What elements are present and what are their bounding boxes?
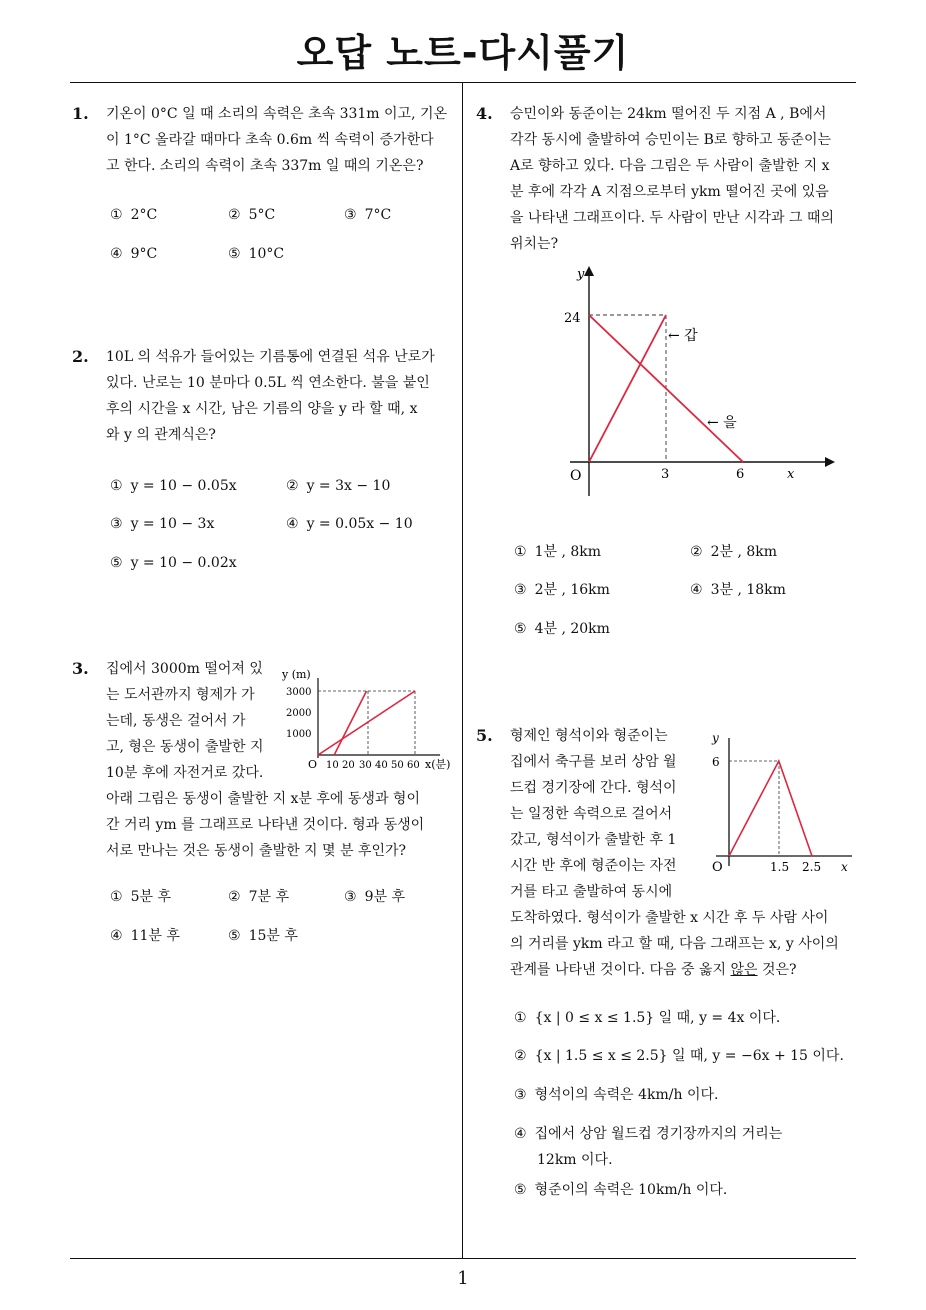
question-5-line: 의 거리를 ykm 라고 할 때, 다음 그래프는 x, y 사이의 <box>510 936 839 952</box>
question-5-text-wide <box>510 905 860 983</box>
x-tick-label: 10 <box>326 760 339 771</box>
origin-label: O <box>308 758 318 771</box>
question-1-line: 고 한다. 소리의 속력이 초속 337m 일 때의 기온은? <box>106 158 424 174</box>
question-4-line: A로 향하고 있다. 다음 그림은 두 사람이 출발한 지 x <box>510 158 830 174</box>
x-axis-arrow <box>825 457 835 467</box>
q5-option-5[interactable]: ⑤ 형준이의 속력은 10km/h 이다. <box>514 1182 728 1198</box>
question-2-line: 와 y 의 관계식은? <box>106 427 216 443</box>
q1-option-3[interactable]: ③ 7°C <box>344 207 392 223</box>
q5-option-1[interactable]: ① {x | 0 ≤ x ≤ 1.5} 일 때, y = 4x 이다. <box>514 1010 781 1026</box>
question-5-line: 형제인 형석이와 형준이는 <box>510 728 668 744</box>
x-tick-label: 30 <box>359 760 372 771</box>
page-number: 1 <box>457 1268 469 1289</box>
q3-option-1[interactable]: ① 5분 후 <box>110 889 171 905</box>
question-3-graph <box>280 660 460 775</box>
question-5-line: 거를 타고 출발하여 동시에 <box>510 884 673 900</box>
question-5-line: 드컵 경기장에 간다. 형석이 <box>510 780 677 796</box>
bottom-divider <box>70 1258 856 1259</box>
q2-option-5[interactable]: ⑤ y = 10 − 0.02x <box>110 555 237 571</box>
y-axis-arrow <box>584 266 594 276</box>
x-tick-label: 20 <box>342 760 355 771</box>
question-3-text-narrow <box>106 656 272 786</box>
question-5-last-line: 관계를 나타낸 것이다. 다음 중 옳지 않은 것은? <box>510 962 797 978</box>
question-4-number: 4. <box>476 104 493 123</box>
x-axis-label: x <box>841 860 848 874</box>
q4-option-2[interactable]: ② 2분 , 8km <box>690 544 778 560</box>
series-label-eul: ← 을 <box>707 415 737 431</box>
q4-option-1[interactable]: ① 1분 , 8km <box>514 544 602 560</box>
question-5-text-narrow <box>510 723 696 905</box>
q4-option-4[interactable]: ④ 3분 , 18km <box>690 582 786 598</box>
top-divider <box>70 82 856 83</box>
question-4-graph <box>550 262 830 502</box>
question-3-line: 는 도서관까지 형제가 가 <box>106 687 255 703</box>
q2-option-3[interactable]: ③ y = 10 − 3x <box>110 516 215 532</box>
underlined-word: 않은 <box>730 962 758 978</box>
question-1-number: 1. <box>72 104 89 123</box>
q5-option-4[interactable]: ④ 집에서 상암 월드컵 경기장까지의 거리는 <box>514 1126 783 1142</box>
q1-option-4[interactable]: ④ 9°C <box>110 246 158 262</box>
question-2-line: 10L 의 석유가 들어있는 기름통에 연결된 석유 난로가 <box>106 349 435 365</box>
x-tick-label: 60 <box>407 760 420 771</box>
question-3-number: 3. <box>72 659 89 678</box>
series-line-older <box>334 691 366 755</box>
q4-option-5[interactable]: ⑤ 4분 , 20km <box>514 621 610 637</box>
x-tick-label: 6 <box>736 467 745 482</box>
q3-option-4[interactable]: ④ 11분 후 <box>110 928 180 944</box>
series-label-gap: ← 갑 <box>668 328 698 344</box>
x-tick-label: 40 <box>375 760 388 771</box>
question-3-line: 간 거리 ym 를 그래프로 나타낸 것이다. 형과 동생이 <box>106 817 425 833</box>
series-line-gap <box>589 315 666 462</box>
y-tick-label: 3000 <box>286 687 312 698</box>
q1-option-2[interactable]: ② 5°C <box>228 207 276 223</box>
series-line-younger <box>318 691 415 755</box>
question-4-line: 을 나타낸 그래프이다. 두 사람이 만난 시각과 그 때의 <box>510 210 835 226</box>
page-title: 오답 노트-다시풀기 <box>296 31 630 75</box>
y-tick-label: 6 <box>712 755 720 769</box>
q5-option-3[interactable]: ③ 형석이의 속력은 4km/h 이다. <box>514 1087 719 1103</box>
question-2-number: 2. <box>72 347 89 366</box>
question-3-line: 고, 형은 동생이 출발한 지 <box>106 739 264 755</box>
question-5-line: 도착하였다. 형석이가 출발한 x 시간 후 두 사람 사이 <box>510 910 829 926</box>
q3-option-2[interactable]: ② 7분 후 <box>228 889 289 905</box>
question-1-text <box>106 101 456 179</box>
x-axis-label: x(분) <box>425 758 451 771</box>
question-1-line: 이 1°C 올라갈 때마다 초속 0.6m 씩 속력이 증가한다 <box>106 132 434 148</box>
x-tick-label: 50 <box>391 760 404 771</box>
y-tick-label: 1000 <box>286 729 312 740</box>
q2-option-4[interactable]: ④ y = 0.05x − 10 <box>286 516 413 532</box>
x-tick-label: 2.5 <box>802 860 822 874</box>
y-tick-label: 24 <box>564 311 581 326</box>
question-4-line: 각각 동시에 출발하여 승민이는 B로 향하고 동준이는 <box>510 132 831 148</box>
question-3-line: 는데, 동생은 걸어서 가 <box>106 713 246 729</box>
question-5-line: 갔고, 형석이가 출발한 후 1 <box>510 832 677 848</box>
q3-option-5[interactable]: ⑤ 15분 후 <box>228 928 298 944</box>
question-1-line: 기온이 0°C 일 때 소리의 속력은 초속 331m 이고, 기온 <box>106 106 448 122</box>
y-tick-label: 2000 <box>286 708 312 719</box>
question-3-text-wide <box>106 786 456 864</box>
question-5-line: 는 일정한 속력으로 걸어서 <box>510 806 673 822</box>
q1-option-1[interactable]: ① 2°C <box>110 207 158 223</box>
question-2-line: 있다. 난로는 10 분마다 0.5L 씩 연소한다. 불을 붙인 <box>106 375 430 391</box>
x-tick-label: 1.5 <box>770 860 790 874</box>
origin-label: O <box>570 468 582 484</box>
q5-option-2[interactable]: ② {x | 1.5 ≤ x ≤ 2.5} 일 때, y = −6x + 15 이다. <box>514 1048 844 1064</box>
y-axis-label: y <box>577 267 585 282</box>
question-3-line: 집에서 3000m 떨어져 있 <box>106 661 263 677</box>
question-4-line: 승민이와 동준이는 24km 떨어진 두 지점 A , B에서 <box>510 106 827 122</box>
question-2-line: 후의 시간을 x 시간, 남은 기름의 양을 y 라 할 때, x <box>106 401 418 417</box>
question-3-line: 10분 후에 자전거로 갔다. <box>106 765 264 781</box>
q4-option-3[interactable]: ③ 2분 , 16km <box>514 582 610 598</box>
question-3-line: 서로 만나는 것은 동생이 출발한 지 몇 분 후인가? <box>106 843 407 859</box>
column-divider <box>462 83 463 1258</box>
question-4-text <box>510 101 860 257</box>
question-2-text <box>106 344 456 448</box>
x-axis-label: x <box>787 467 795 482</box>
origin-label: O <box>712 860 723 875</box>
y-axis-label: y <box>712 731 719 745</box>
q1-option-5[interactable]: ⑤ 10°C <box>228 246 285 262</box>
question-5-line: 시간 반 후에 형준이는 자전 <box>510 858 677 874</box>
y-axis-label: y (m) <box>282 668 311 681</box>
question-5-line: 집에서 축구를 보러 상암 월 <box>510 754 677 770</box>
series-line-distance <box>729 761 812 856</box>
q2-option-2[interactable]: ② y = 3x − 10 <box>286 478 391 494</box>
q3-option-3[interactable]: ③ 9분 후 <box>344 889 405 905</box>
q5-option-4-continued: 12km 이다. <box>537 1152 613 1168</box>
question-3-line: 아래 그림은 동생이 출발한 지 x분 후에 동생과 형이 <box>106 791 420 807</box>
q2-option-1[interactable]: ① y = 10 − 0.05x <box>110 478 237 494</box>
question-4-line: 위치는? <box>510 236 559 252</box>
question-5-graph <box>702 726 860 876</box>
question-4-line: 분 후에 각각 A 지점으로부터 ykm 떨어진 곳에 있음 <box>510 184 829 200</box>
x-tick-label: 3 <box>661 467 670 482</box>
question-5-number: 5. <box>476 726 493 745</box>
